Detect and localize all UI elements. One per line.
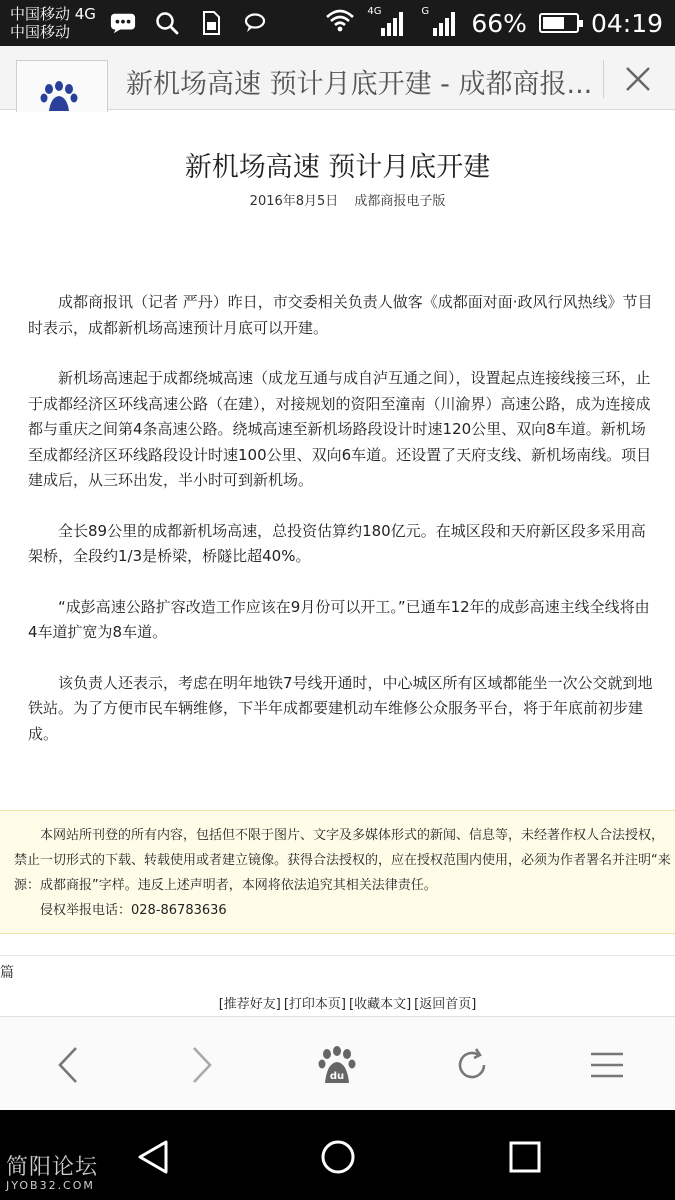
article-paragraph: 全长89公里的成都新机场高速，总投资估算约180亿元。在城区段和天府新区段多采用高架桥，全段约1/3是桥梁，桥隧比超40%。: [28, 521, 646, 565]
status-bar: [0, 0, 675, 46]
refresh-icon: [454, 1047, 490, 1083]
nav-back-button[interactable]: [128, 1132, 178, 1182]
nav-recent-button[interactable]: [500, 1132, 550, 1182]
article-meta: [0, 190, 675, 209]
site-favicon[interactable]: [16, 60, 108, 112]
article-paragraph: 该负责人还表示，考虑在明年地铁7号线开通时，中心城区所有区域都能坐一次公交就到地铁站。为了方便市民车辆维修，下半年成都要建机动车维修公众服务平台，将于年底前初步建成。: [28, 673, 653, 743]
browser-title-bar: [0, 46, 675, 110]
refresh-button[interactable]: [448, 1041, 496, 1089]
back-icon: [56, 1046, 80, 1084]
article-source: 成都商报电子版: [354, 194, 446, 209]
search-icon: [154, 10, 180, 36]
copyright-text: 本网站所刊登的所有内容，包括但不限于图片、文字及多媒体形式的新闻、信息等，未经著作权人合法授权，禁止一切形式的下载、转载使用或者建立镜像。获得合法授权的，应在授权范围内使用，必须为作者署名并注明“来源：成都商报”字样。违反上述声明者，本网将依法追究其相关法律责任。: [14, 828, 671, 893]
network-g-label: G: [421, 6, 430, 17]
forum-watermark: [6, 1150, 98, 1192]
forward-icon: [190, 1046, 214, 1084]
carrier-line-2: 中国移动: [10, 23, 71, 41]
article-paragraph: 新机场高速起于成都绕城高速（成龙互通与成自泸互通之间），设置起点连接线接三环，止于成都经济区环线高速公路（在建），对接规划的资阳至潼南（川渝界）高速公路，成为连接成都与重庆之间第4条高速公路。绕城高速至新机场路段设计时速120公里、双向8车道。新机场至成都经济区环线路段设计时速100公里、双向6车道。还设置了天府支线、新机场南线。项目建成后，从三环出发，半小时可到新机场。: [28, 369, 652, 489]
sim-icon: [198, 10, 224, 36]
menu-button[interactable]: [583, 1041, 631, 1089]
print-page-link[interactable]: [打印本页]: [283, 997, 346, 1012]
nav-recent-icon: [509, 1141, 541, 1173]
signal-4g-icon: [367, 8, 407, 38]
truncated-text: 篇: [0, 965, 14, 981]
watermark-main: 简阳论坛: [6, 1155, 99, 1180]
report-phone: 侵权举报电话：028-86783636: [40, 903, 227, 918]
forward-button[interactable]: [178, 1041, 226, 1089]
message-icon: [110, 10, 136, 36]
article-date: 2016年8月5日: [249, 194, 339, 209]
recommend-friend-link[interactable]: [推荐好友]: [218, 997, 281, 1012]
menu-icon: [590, 1051, 624, 1079]
baidu-paw-icon: [39, 81, 79, 113]
title-divider: [603, 60, 604, 98]
signal-g-icon: [419, 8, 459, 38]
return-home-link[interactable]: [返回首页]: [414, 997, 477, 1012]
article-title: 新机场高速 预计月底开建: [184, 152, 491, 183]
copyright-notice: [0, 810, 675, 934]
network-4g-label: 4G: [367, 6, 382, 17]
nav-back-icon: [136, 1139, 170, 1175]
wifi-icon: [325, 8, 355, 38]
notification-icons: [110, 6, 268, 40]
baidu-icon: [317, 1045, 357, 1085]
nav-home-icon: [320, 1139, 356, 1175]
battery-fill: [543, 17, 564, 29]
footer-links: [0, 993, 675, 1012]
close-page-button[interactable]: [614, 56, 662, 102]
bookmark-link[interactable]: [收藏本文]: [349, 997, 412, 1012]
article-paragraph: 成都商报讯（记者 严丹）昨日，市交委相关负责人做客《成都面对面·政风行风热线》节目时表示，成都新机场高速预计月底可以开建。: [28, 293, 653, 337]
back-button[interactable]: [44, 1041, 92, 1089]
android-nav-bar: [0, 1110, 675, 1200]
watermark-sub: JYOB32.COM: [6, 1179, 95, 1192]
battery-icon: [539, 13, 579, 33]
svg-text:du: du: [329, 1071, 345, 1082]
article-body: [28, 290, 658, 772]
chat-icon: [242, 10, 268, 36]
clock: 04:19: [590, 8, 663, 38]
article-paragraph: “成彭高速公路扩容改造工作应该在9月份可以开工。”已通车12年的成彭高速主线全线将由4车道扩宽为8车道。: [28, 597, 650, 641]
baidu-home-button[interactable]: [313, 1041, 361, 1089]
browser-toolbar: [0, 1016, 675, 1110]
page-tab-title: 新机场高速 预计月底开建 - 成都商报...: [126, 69, 593, 100]
carrier-line-1: 中国移动 4G: [10, 5, 96, 23]
carrier-info: [10, 5, 96, 41]
divider: [0, 955, 675, 956]
nav-home-button[interactable]: [313, 1132, 363, 1182]
battery-percent: 66%: [471, 8, 527, 38]
system-status: [325, 6, 663, 40]
close-icon: [625, 66, 651, 92]
